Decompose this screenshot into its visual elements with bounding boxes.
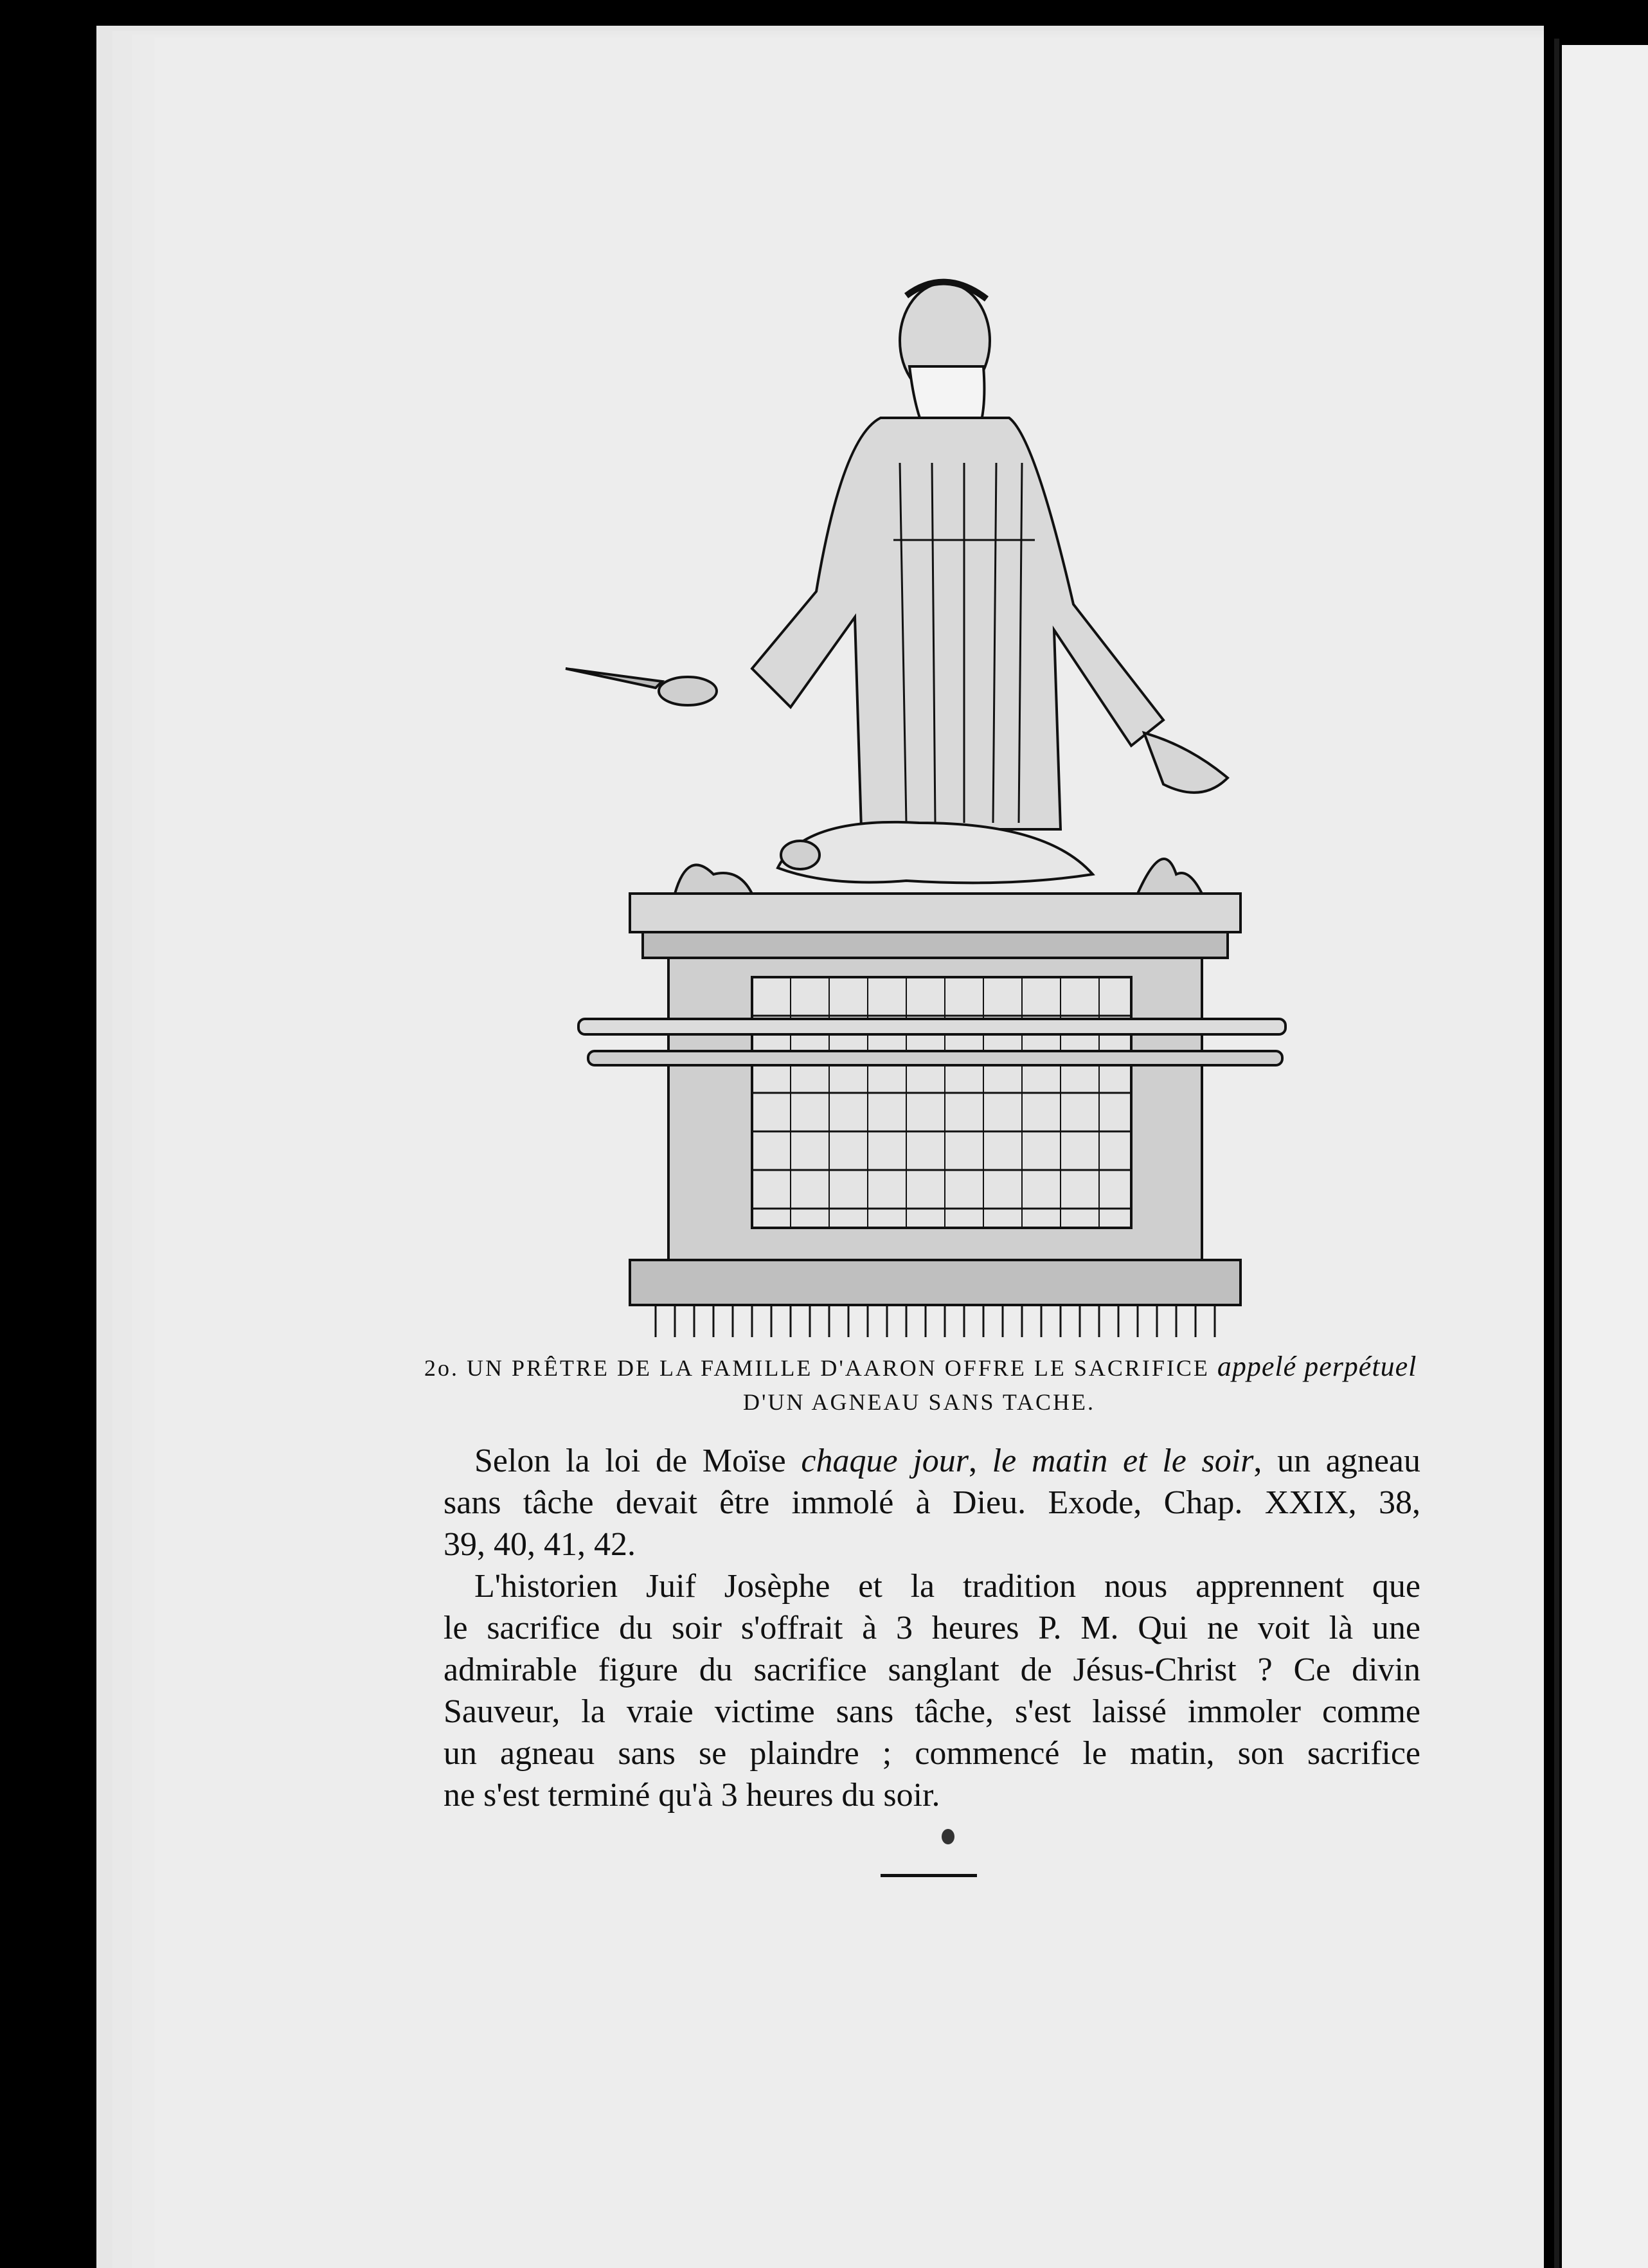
engraving-priest-altar: [559, 270, 1292, 1344]
paragraph-2-line-3: admirable figure du sacrifice sanglant de Jésus-Christ ? Ce divin: [443, 1652, 1420, 1688]
lamb: [778, 822, 1093, 883]
altar-top: [630, 894, 1240, 932]
altar-base-fringe: [656, 1305, 1215, 1337]
caption-prefix: 2o. UN PRÊTRE DE LA FAMILLE D'AARON OFFRE LE SACRIFICE: [424, 1355, 1210, 1381]
text-run: , un agneau: [1253, 1443, 1421, 1479]
paragraph-2: [443, 1565, 1420, 1816]
ornament-dot: [942, 1829, 954, 1844]
carrying-pole-upper: [578, 1019, 1285, 1034]
paragraph-1-line-3: 39, 40, 41, 42.: [443, 1526, 636, 1563]
carrying-pole-lower: [588, 1051, 1282, 1065]
text-run-italic: chaque jour: [801, 1443, 969, 1479]
text-run-italic: le matin et le soir: [992, 1443, 1254, 1479]
knife: [566, 669, 717, 705]
figure-caption-line-2: D'UN AGNEAU SANS TACHE.: [743, 1389, 1095, 1415]
paragraph-2-line-2: le sacrifice du soir s'offrait à 3 heures P. M. Qui ne voit là une: [443, 1610, 1420, 1646]
paragraph-2-line-6: ne s'est terminé qu'à 3 heures du soir.: [443, 1777, 940, 1814]
priest-robe: [752, 418, 1163, 829]
paragraph-2-line-4: Sauveur, la vraie victime sans tâche, s'est laissé immoler comme: [443, 1693, 1420, 1730]
altar-base: [630, 1260, 1240, 1305]
right-hand: [1144, 733, 1228, 793]
priest-figure: [752, 282, 1163, 829]
paragraph-2-line-1: L'historien Juif Josèphe et la tradition nous apprennent que: [474, 1568, 1420, 1605]
paragraph-1: [443, 1440, 1420, 1565]
paragraph-2-line-5: un agneau sans se plaindre ; commencé le matin, son sacrifice: [443, 1735, 1420, 1772]
figure-caption-line-1: [424, 1350, 1417, 1383]
binding-line: [1554, 39, 1559, 2268]
caption-italic: appelé perpétuel: [1217, 1351, 1417, 1382]
text-run: Selon la loi de Moïse: [474, 1443, 802, 1479]
end-rule: [881, 1874, 977, 1877]
next-page-edge: [1562, 45, 1648, 2268]
paragraph-1-line-2: sans tâche devait être immolé à Dieu. Exode, Chap. XXIX, 38,: [443, 1484, 1420, 1521]
altar: [578, 894, 1285, 1337]
paragraph-1-line-1: [443, 1440, 1420, 1482]
text-run: ,: [968, 1443, 992, 1479]
